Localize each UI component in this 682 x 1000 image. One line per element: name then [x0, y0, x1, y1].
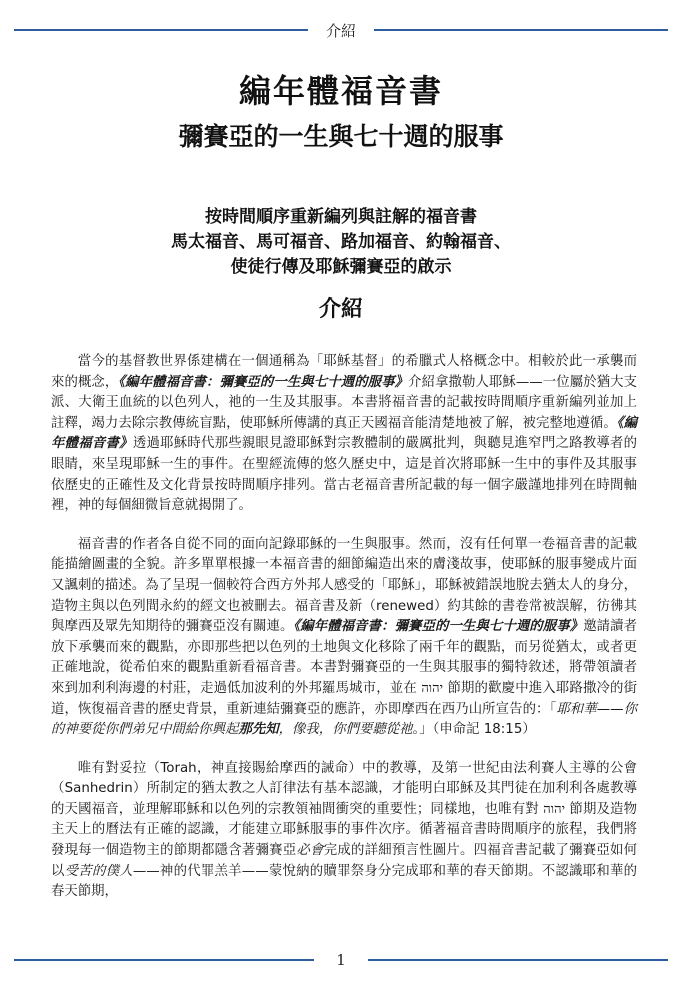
p2-book-title: 《編年體福音書：彌賽亞的一生與七十週的服事》 [293, 619, 584, 635]
description-line-2: 馬太福音、馬可福音、路加福音、約翰福音、 [171, 232, 511, 252]
paragraph-3 [51, 759, 637, 903]
body-text [51, 352, 637, 921]
p2-quote-bold: 那先知 [238, 722, 279, 738]
footer-rule-left [14, 959, 314, 961]
p2-hebrew-name: יהוה [421, 680, 444, 696]
p3-hebrew-name: יהוה [543, 801, 565, 817]
p2-text-c: 邀請讀者放下承襲而來的觀點，亦即那些把以色列的土地與文化移除了兩千年的觀點，而另從猶太，或者更正確地說，從希伯來的觀點重新看福音書。本書對彌賽亞的一生與其服事的獨特敘述，將帶領讀者來到加利利海邊的村莊，走過低加波利的外邦羅馬城市，並在 [51, 619, 637, 696]
book-title: 編年體福音書 [238, 72, 443, 110]
book-subtitle: 彌賽亞的一生與七十週的服事 [178, 122, 504, 151]
p2-quote-italic: 耶和華——你的神要從你們弟兄中間給你興起 [51, 701, 637, 738]
p1-text-a: 當今的基督教世界係建構在一個通稱為「耶穌基督」的希臘式人格概念中。相較於此一承襲而來的概念， [51, 354, 637, 390]
p1-book-title-short: 《編年體福音書》 [51, 415, 637, 452]
section-heading: 介紹 [318, 297, 363, 322]
book-description [0, 205, 682, 280]
p3-text-d: 完成的詳細預言性圖片。四福音書記載了彌賽亞如何以 [51, 843, 638, 879]
header-rule-right [374, 29, 668, 31]
header-label: 介紹 [326, 21, 357, 40]
p3-text-f: ——神的代罪羔羊——蒙悅納的贖罪祭身分完成耶和華的春天節期。不認識耶和華的春天節期， [51, 863, 638, 900]
p2-citation: 。」（申命記 18:15） [412, 722, 536, 738]
p3-italic-must: 必會 [296, 843, 324, 859]
running-header [14, 16, 668, 44]
p2-text-a: 福音書的作者各自從不同的面向記錄耶穌的一生與服事。然而，沒有任何單一卷福音書的記載能描繪圖畫的全貌。許多單單根據一本福音書的細節編造出來的膚淺故事，使耶穌的服事變成片面又諷刺的描述。為了呈現一個較符合西方外邦人感受的「耶穌」，耶穌被錯誤地脫去猶太人的身分，造物主與以色列間永約的經文也被刪去。福音書及新（renewed）約其餘的書卷常被誤解，彷彿其與摩西及眾先知期待的彌賽亞沒有關連。 [51, 536, 637, 635]
description-line-3: 使徒行傳及耶穌彌賽亞的啟示 [230, 257, 452, 277]
p3-text-b: 節期及造物主天上的曆法有正確的認識，才能建立耶穌服事的事件次序。循著福音書時間順序的旅程，我們將發現每一個造物主的節期都隱含著彌賽亞 [51, 801, 638, 859]
header-rule-left [14, 29, 308, 31]
paragraph-2 [51, 535, 637, 741]
p1-text-c: 介紹拿撒勒人耶穌——一位屬於猶大支派、大衛王血統的以色列人，祂的一生及其服事。本書將福音書的記載按時間順序重新編列並加上註釋，竭力去除宗教傳統盲點，使耶穌所傳講的真正天國福音能清楚地被了解，被完整地遵循。 [51, 374, 637, 431]
p2-quote-italic-end: ，像我，你們要聽從祂 [278, 722, 413, 738]
p2-text-d: 節期的歡慶中進入耶路撒冷的街道，恢復福音書的歷史背景，重新連結彌賽亞的應許，亦即摩西在西乃山所宣告的：「 [51, 680, 637, 717]
footer-rule-right [368, 959, 668, 961]
p1-text-e: 透過耶穌時代那些親眼見證耶穌對宗教體制的嚴厲批判，與聽見進窄門之路教導者的眼睛，來呈現耶穌一生的事件。在聖經流傳的悠久歷史中，這是首次將耶穌一生中的事件及其服事依歷史的正確性及文化背景按時間順序排列。當古老福音書所記載的每一個字嚴謹地排列在時間軸裡，神的每個細微旨意就揭開了。 [51, 436, 638, 514]
running-footer [14, 948, 668, 972]
paragraph-1 [51, 352, 637, 517]
p3-text-a: 唯有對妥拉（Torah，神直接賜給摩西的誡命）中的教導，及第一世紀由法利賽人主導的公會（Sanhedrin）所制定的猶太教之人訂律法有基本認識，才能明白耶穌及其門徒在加利利各處教導的天國福音，並理解耶穌和以色列的宗教領袖間衝突的重要性；同樣地，也唯有對 [51, 760, 637, 817]
description-line-1: 按時間順序重新編列與註解的福音書 [205, 207, 477, 227]
p1-book-title: 《編年體福音書：彌賽亞的一生與七十週的服事》 [118, 374, 409, 390]
p3-italic-servant: 受苦的僕人 [64, 863, 133, 879]
page-number: 1 [336, 951, 346, 969]
